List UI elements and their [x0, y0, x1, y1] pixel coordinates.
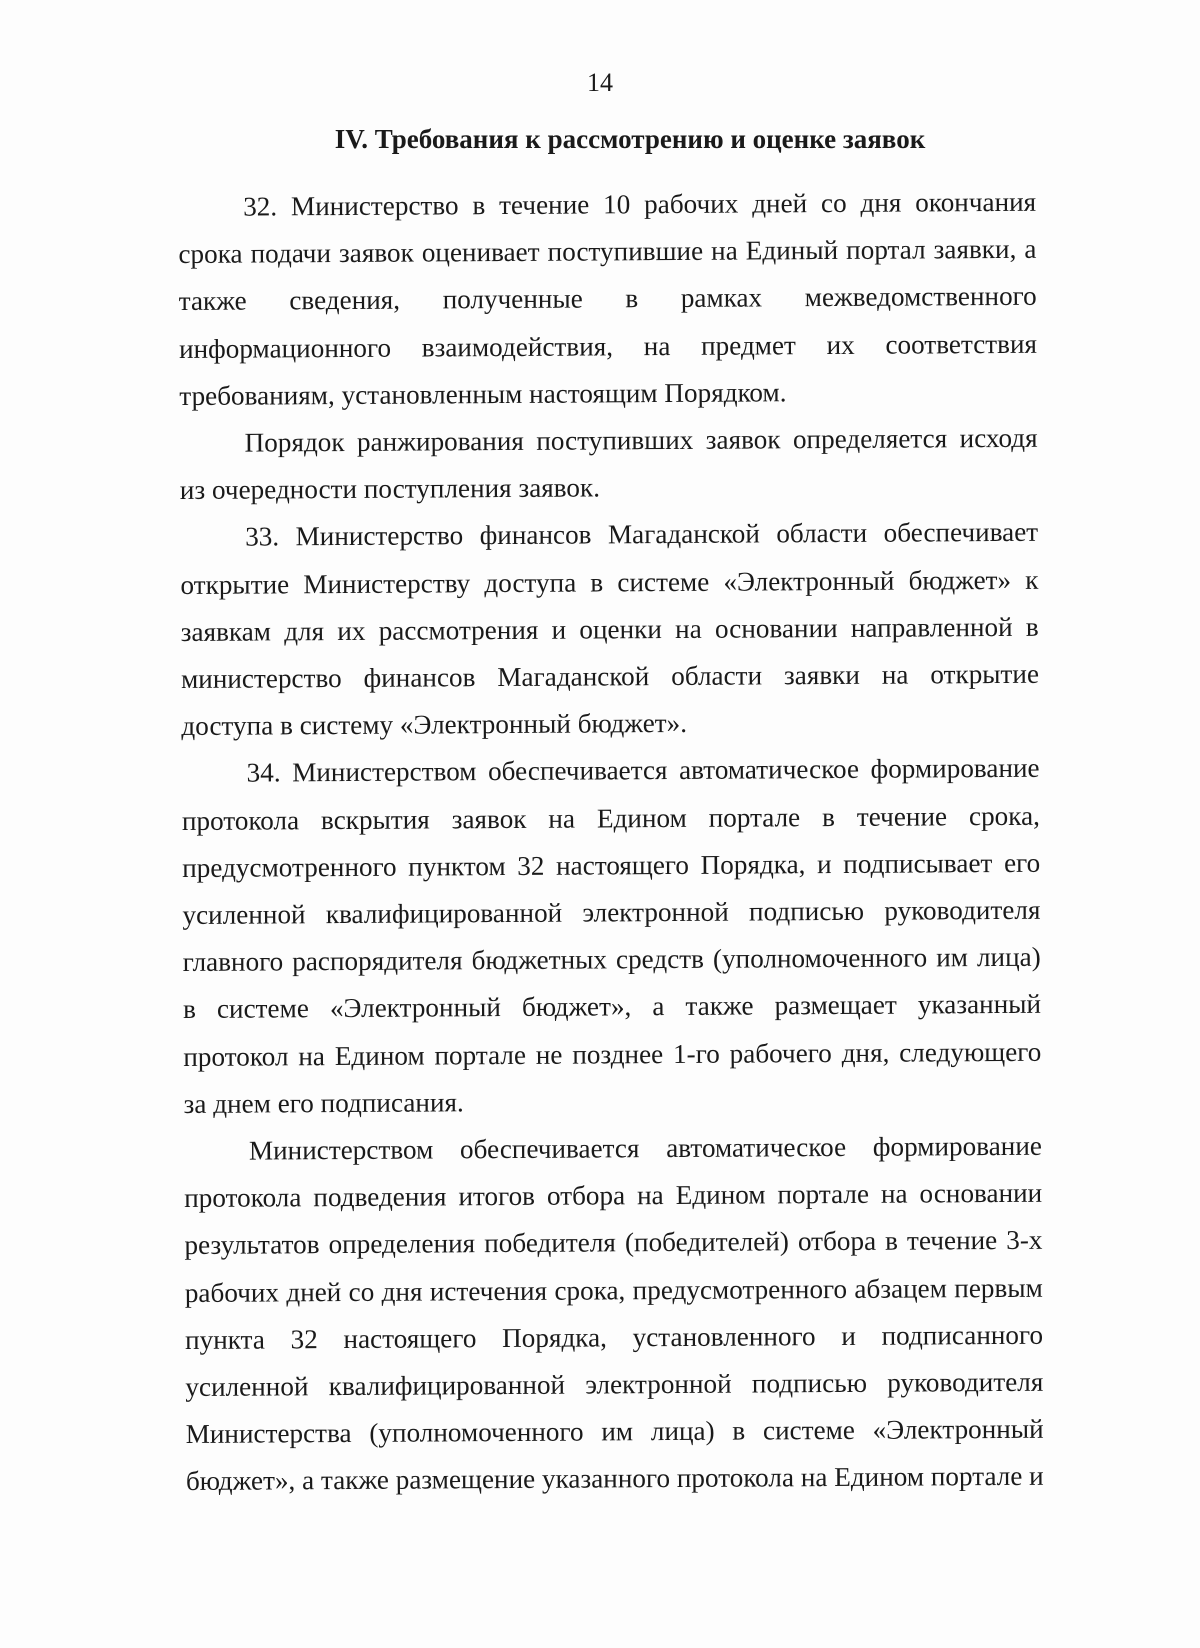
paragraph-32: 32. Министерство в течение 10 рабочих дней со дня окончания срока подачи заявок оценивает поступившие на Единый портал заявки, а также сведения, полученные в рамках межведомственного информационного взаимодействия, на предмет их соответствия требованиям, установленным настоящим Порядком.: [178, 186, 1038, 411]
page-number: 14: [587, 68, 613, 97]
paragraph-34: 34. Министерством обеспечивается автоматическое формирование протокола вскрытия заявок на Едином портале в течение срока, предусмотренного пунктом 32 настоящего Порядка, и подписывает его усиленной квалифицированной электронной подписью руководителя главного распорядителя бюджетных средств (уполномоченного им лица) в системе «Электронный бюджет», а также размещает указанный протокол на Едином портале не позднее 1-го рабочего дня, следующего за днем его подписания.: [181, 753, 1042, 1119]
section-title: IV. Требования к рассмотрению и оценке заявок: [334, 124, 926, 154]
paragraph-33: 33. Министерство финансов Магаданской области обеспечивает открытие Министерству доступа в системе «Электронный бюджет» к заявкам для их рассмотрения и оценки на основании направленной в министерство финансов Магаданской области заявки на открытие доступа в систему «Электронный бюджет».: [180, 517, 1040, 742]
document-body: [178, 179, 1044, 1506]
paragraph-ranking: Порядок ранжирования поступивших заявок определяется исходя из очередности поступления заявок.: [179, 422, 1038, 506]
paragraph-protocol-results: Министерством обеспечивается автоматическое формирование протокола подведения итогов отбора на Едином портале на основании результатов определения победителя (победителей) отбора в течение 3-х рабочих дней со дня истечения срока, предусмотренного абзацем первым пункта 32 настоящего Порядка, установленного и подписанного усиленной квалифицированной электронной подписью руководителя Министерства (уполномоченного им лица) в системе «Электронный бюджет», а также размещение указанного протокола на Едином портале и: [184, 1130, 1044, 1497]
